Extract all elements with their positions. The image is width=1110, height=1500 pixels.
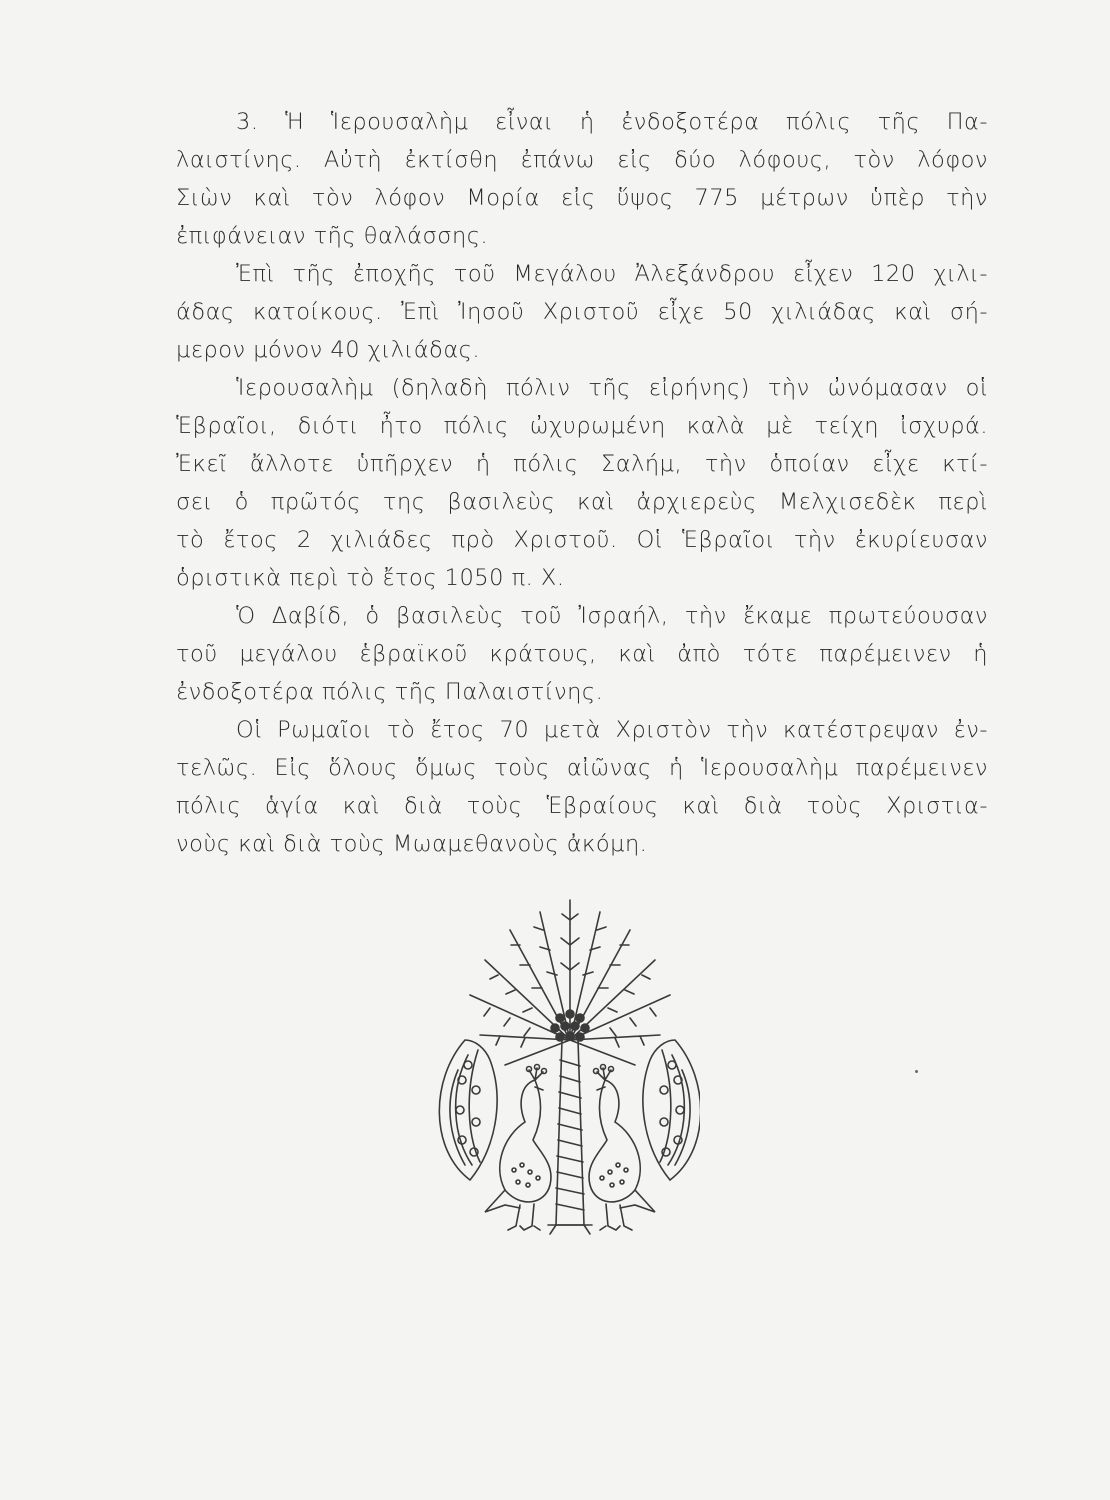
text-line: Οἱ Ρωμαῖοι τὸ ἔτος 70 μετὰ Χριστὸν τὴν κατέστρεψαν ἐν- [236,717,988,743]
text-line: ὁριστικὰ περὶ τὸ ἔτος 1050 π. Χ. [176,565,565,591]
text-line: σει ὁ πρῶτός της βασιλεὺς καὶ ἀρχιερεὺς Μελχισεδὲκ περὶ [176,489,988,515]
text-line: νοὺς καὶ διὰ τοὺς Μωαμεθανοὺς ἀκόμη. [176,831,648,857]
text-line: Ἑβραῖοι, διότι ἦτο πόλις ὠχυρωμένη καλὰ μὲ τείχη ἰσχυρά. [176,413,988,439]
text-line: τὸ ἔτος 2 χιλιάδες πρὸ Χριστοῦ. Οἱ Ἑβραῖοι τὴν ἐκυρίευσαν [176,527,988,553]
text-line: τελῶς. Εἰς ὅλους ὅμως τοὺς αἰῶνας ἡ Ἱερουσαλὴμ παρέμεινεν [176,755,988,781]
text-line: Σιὼν καὶ τὸν λόφον Μορία εἰς ὕψος 775 μέτρων ὑπὲρ τὴν [176,185,988,211]
text-line: Ὁ Δαβίδ, ὁ βασιλεὺς τοῦ Ἰσραήλ, τὴν ἔκαμε πρωτεύουσαν [236,603,988,629]
text-line: λαιστίνης. Αὐτὴ ἐκτίσθη ἐπάνω εἰς δύο λόφους, τὸν λόφον [176,147,988,173]
left-peacock [439,1040,551,1230]
palm-tree-with-peacocks-icon [410,890,700,1250]
text-line: άδας κατοίκους. Ἐπὶ Ἰησοῦ Χριστοῦ εἶχε 50 χιλιάδας καὶ σή- [176,299,988,325]
ink-speck [915,1070,918,1073]
text-line: ἐπιφάνειαν τῆς θαλάσσης. [176,223,489,249]
text-line: 3. Ἡ Ἱερουσαλὴμ εἶναι ἡ ἐνδοξοτέρα πόλις τῆς Πα- [236,109,988,135]
right-peacock [589,1040,700,1230]
text-line: Ἐπὶ τῆς ἐποχῆς τοῦ Μεγάλου Ἀλεξάνδρου εἶχεν 120 χιλι- [236,261,988,287]
text-line: τοῦ μεγάλου ἑβραϊκοῦ κράτους, καὶ ἀπὸ τότε παρέμεινεν ἡ [176,641,988,667]
text-line: μερον μόνον 40 χιλιάδας. [176,337,481,363]
text-line: Ἱερουσαλὴμ (δηλαδὴ πόλιν τῆς εἰρήνης) τὴν ὠνόμασαν οἱ [236,375,988,401]
text-line: ἐνδοξοτέρα πόλις τῆς Παλαιστίνης. [176,679,604,705]
body-text [176,103,988,863]
palm-trunk [548,1040,592,1234]
text-line: Ἐκεῖ ἄλλοτε ὑπῆρχεν ἡ πόλις Σαλήμ, τὴν ὁποίαν εἶχε κτί- [176,451,988,477]
text-line: πόλις ἁγία καὶ διὰ τοὺς Ἑβραίους καὶ διὰ τοὺς Χριστια- [176,793,988,819]
